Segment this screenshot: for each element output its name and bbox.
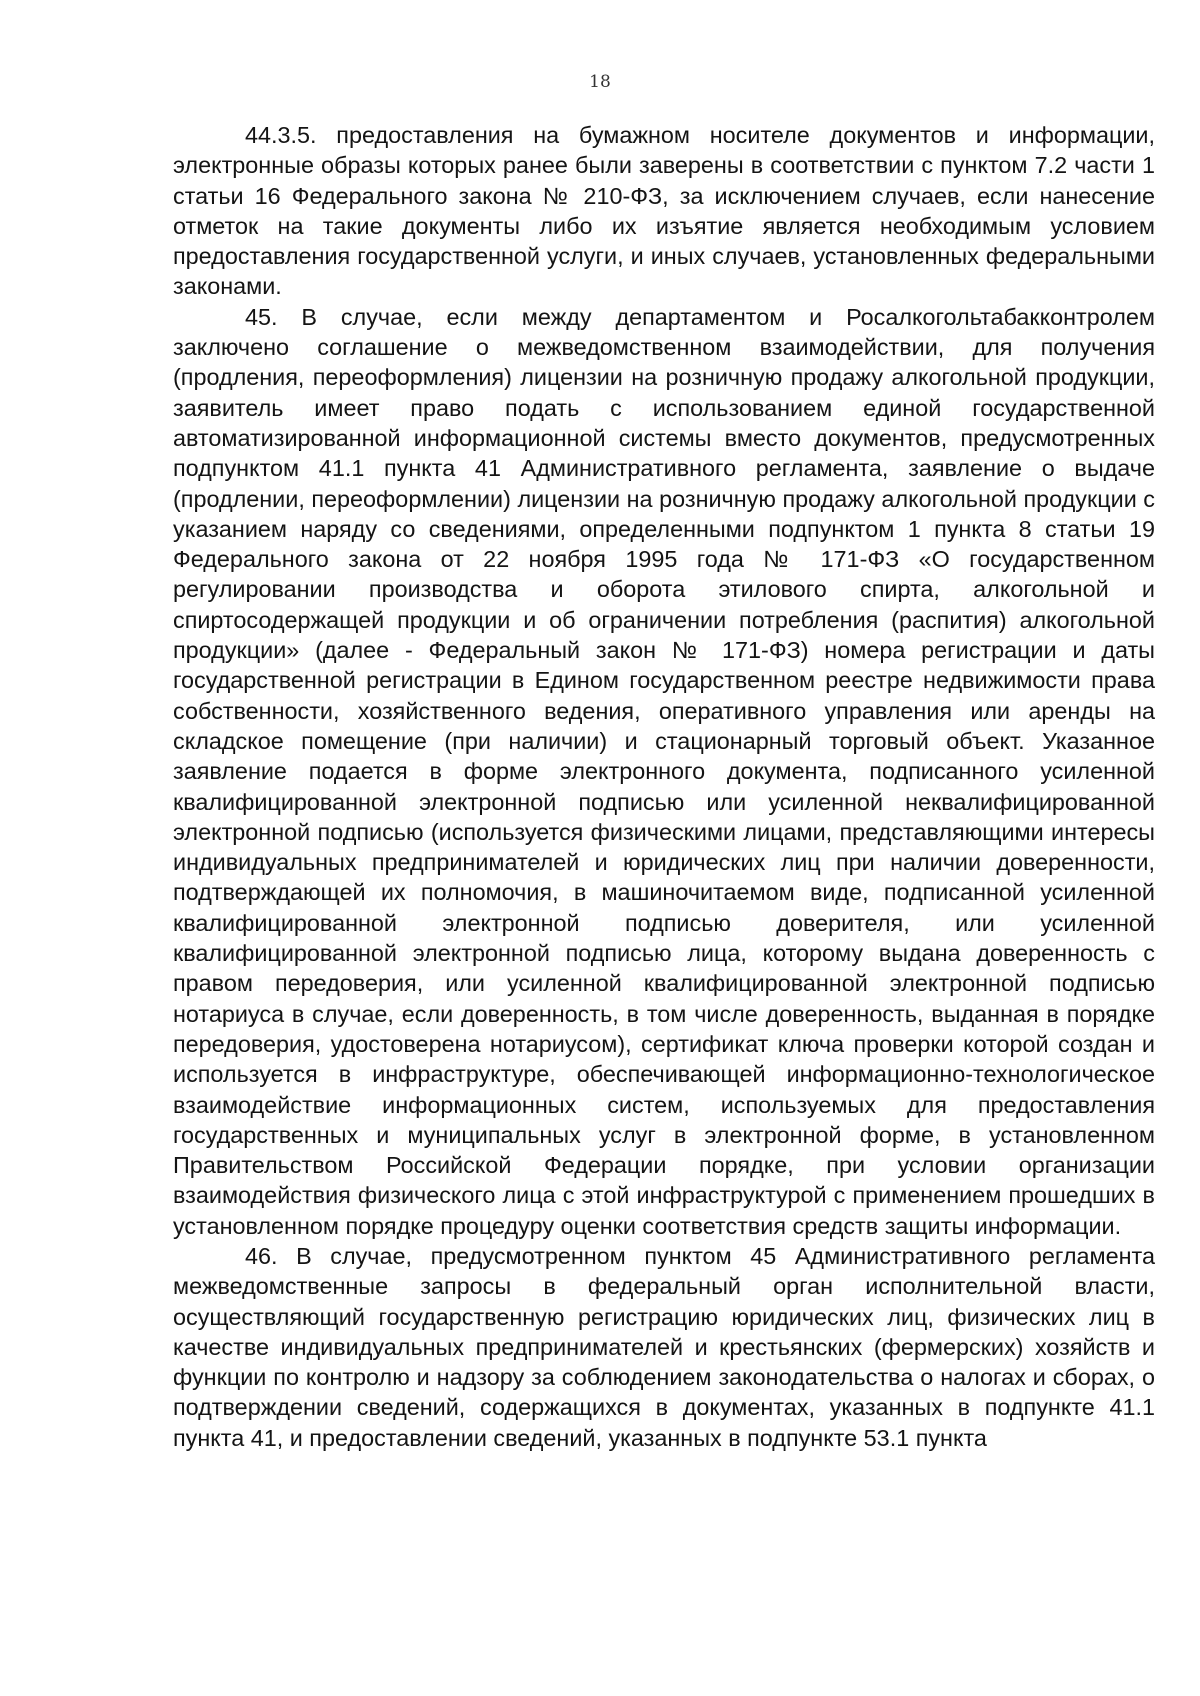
paragraph-44-3-5: 44.3.5. предоставления на бумажном носителе документов и информации, электронные образы которых ранее были заверены в соответствии с пунктом 7.2 части 1 статьи 16 Федерального закона № 210-ФЗ, за исключением случаев, если нанесение отметок на такие документы либо их изъятие является необходимым условием предоставления государственной услуги, и иных случаев, установленных федеральными законами. xyxy=(173,122,1155,300)
page-number: 18 xyxy=(589,72,611,92)
document-body xyxy=(173,120,1155,1453)
paragraph-45: 45. В случае, если между департаментом и Росалкогольтабакконтролем заключено соглашение о межведомственном взаимодействии, для получения (продления, переоформления) лицензии на розничную продажу алкогольной продукции, заявитель имеет право подать с использованием единой государственной автоматизированной информационной системы вместо документов, предусмотренных подпунктом 41.1 пункта 41 Административного регламента, заявление о выдаче (продлении, переоформлении) лицензии на розничную продажу алкогольной продукции с указанием наряду со сведениями, определенными подпунктом 1 пункта 8 статьи 19 Федерального закона от 22 ноября 1995 года № 171-ФЗ «О государственном регулировании производства и оборота этилового спирта, алкогольной и спиртосодержащей продукции и об ограничении потребления (распития) алкогольной продукции» (далее - Федеральный закон № 171-ФЗ) номера регистрации и даты государственной регистрации в Едином государственном реестре недвижимости права собственности, хозяйственного ведения, оперативного управления или аренды на складское помещение (при наличии) и стационарный торговый объект. Указанное заявление подается в форме электронного документа, подписанного усиленной квалифицированной электронной подписью или усиленной неквалифицированной электронной подписью (используется физическими лицами, представляющими интересы индивидуальных предпринимателей и юридических лиц при наличии доверенности, подтверждающей их полномочия, в машиночитаемом виде, подписанной усиленной квалифицированной электронной подписью доверителя, или усиленной квалифицированной электронной подписью лица, которому выдана доверенность с правом передоверия, или усиленной квалифицированной электронной подписью нотариуса в случае, если доверенность, в том числе доверенность, выданная в порядке передоверия, удостоверена нотариусом), сертификат ключа проверки которой создан и используется в инфраструктуре, обеспечивающей информационно-технологическое взаимодействие информационных систем, используемых для предоставления государственных и муниципальных услуг в электронной форме, в установленном Правительством Российской Федерации порядке, при условии организации взаимодействия физического лица с этой инфраструктурой с применением прошедших в установленном порядке процедуру оценки соответствия средств защиты информации. xyxy=(173,303,1155,1239)
paragraph-46: 46. В случае, предусмотренном пунктом 45 Административного регламента межведомственные запросы в федеральный орган исполнительной власти, осуществляющий государственную регистрацию юридических лиц, физических лиц в качестве индивидуальных предпринимателей и крестьянских (фермерских) хозяйств и функции по контролю и надзору за соблюдением законодательства о налогах и сборах, о подтверждении сведений, содержащихся в документах, указанных в подпункте 41.1 пункта 41, и предоставлении сведений, указанных в подпункте 53.1 пункта xyxy=(173,1242,1155,1451)
